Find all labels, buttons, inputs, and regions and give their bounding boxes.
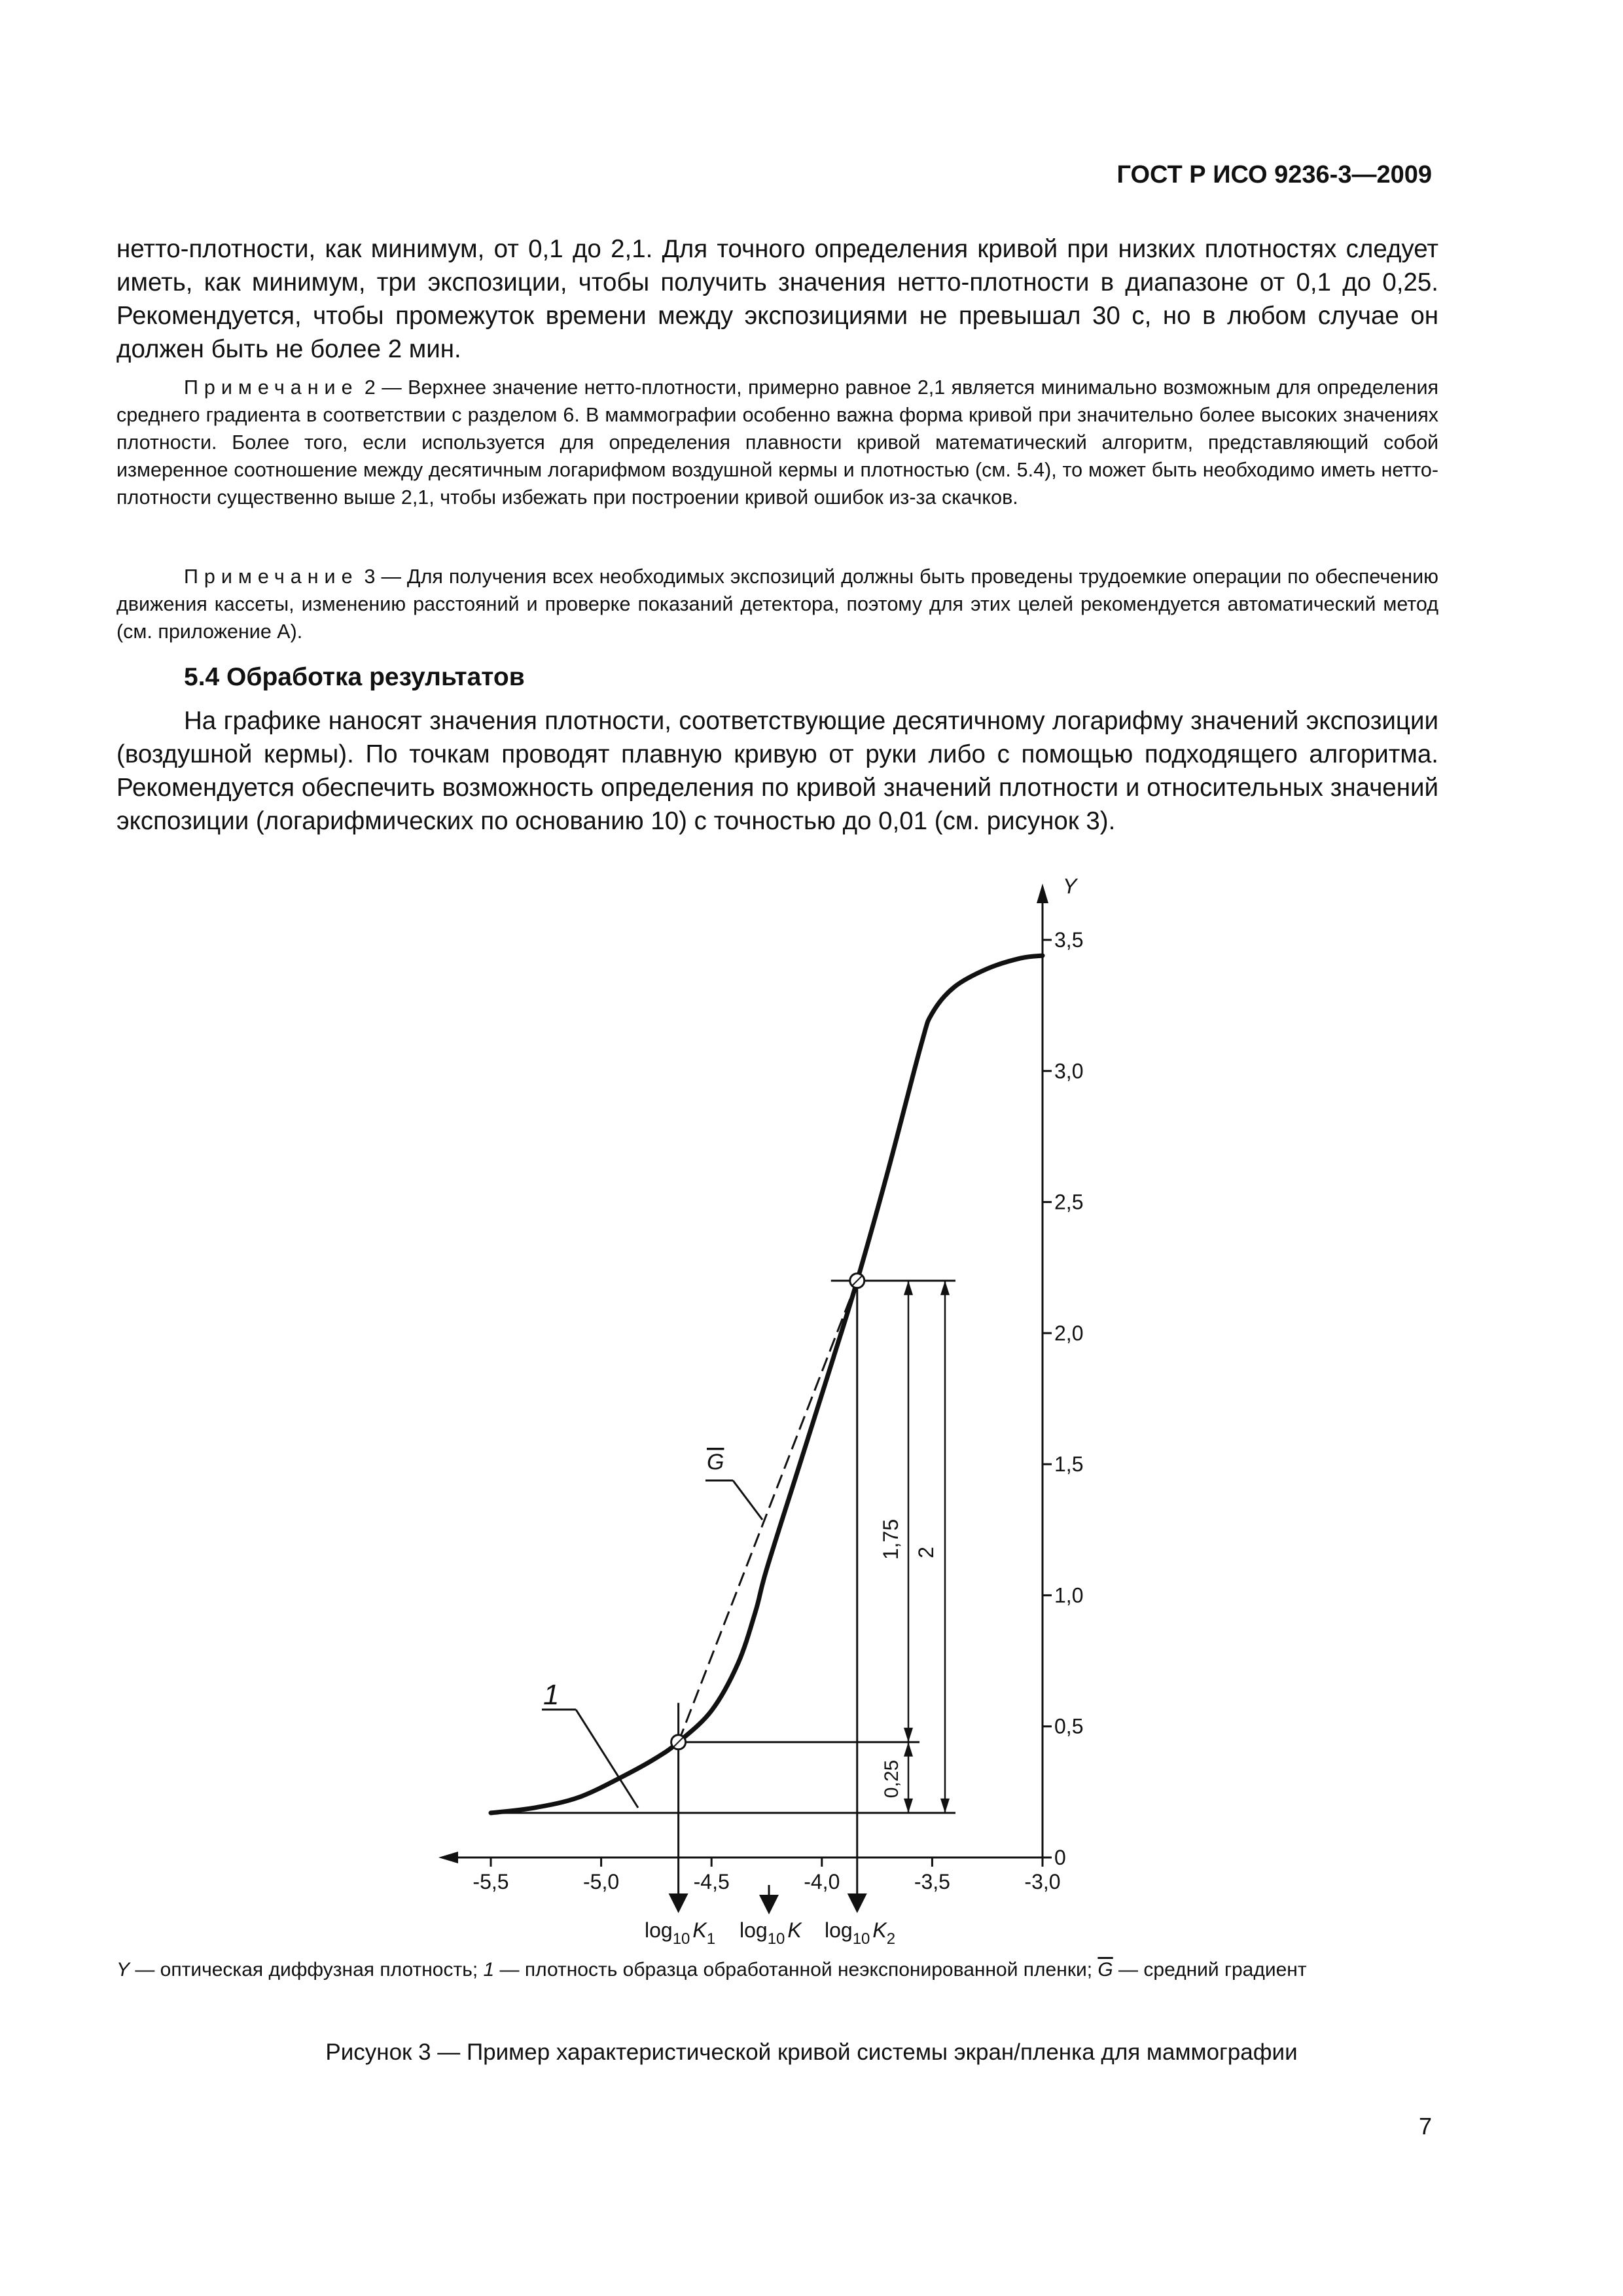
- y-tick-label: 0,5: [1054, 1714, 1084, 1738]
- dim-line-0-25-arrow-bottom: [904, 1799, 913, 1813]
- legend-G-text: — средний градиент: [1113, 1959, 1307, 1981]
- section-text: На графике наносят значения плотности, соответствующие десятичному логарифму значений экспозиции (воздушной кермы). По точкам проводят плавную кривую от руки либо с помощью подходящего алгоритма. Рекомендуется обеспечить возможность определения по кривой значений плотности и относительных значений экспозиции (логарифмических по основанию 10) с точностью до 0,01 (см. рисунок 3).: [116, 707, 1438, 835]
- x-tick-label: -4,0: [804, 1870, 840, 1893]
- legend-Y-text: — оптическая диффузная плотность;: [130, 1959, 484, 1981]
- section-title: 5.4 Обработка результатов: [184, 663, 525, 691]
- figure-caption: Рисунок 3 — Пример характеристической кривой системы экран/пленка для маммографии: [325, 2039, 1298, 2065]
- note-3-text: 3 — Для получения всех необходимых экспозиций должны быть проведены трудоемкие операции по обеспечению движения кассеты, изменению расстояний и проверке показаний детектора, поэтому для этих целей рекомендуется автоматический метод (см. приложение А).: [116, 565, 1438, 643]
- callout-G-leader: [733, 1480, 762, 1520]
- note-2-text: 2 — Верхнее значение нетто-плотности, примерно равное 2,1 является минимально возможным для определения среднего градиента в соответствии с разделом 6. В маммографии особенно важна форма кривой при значительно более высоких значениях плотности. Более того, если используется для определения плавности кривой математический алгоритм, представляющий собой измеренное соотношение между десятичным логарифмом воздушной кермы и плотностью (см. 5.4), то может быть необходимо иметь нетто-плотности существенно выше 2,1, чтобы избежать при построении кривой ошибок из-за скачков.: [116, 376, 1438, 509]
- dim-line-0-25-arrow-top: [904, 1742, 913, 1757]
- dim-label-1-75: 1,75: [879, 1518, 902, 1560]
- y-tick-label: 1,5: [1054, 1452, 1084, 1477]
- y-axis-arrow-icon: [1037, 884, 1048, 903]
- x-axis-arrow-icon: [438, 1852, 458, 1863]
- dim-line-1-75-arrow-bottom: [904, 1728, 913, 1742]
- legend-1: 1: [483, 1959, 495, 1981]
- plot-area: [491, 956, 1043, 1905]
- logK1-idx: 1: [706, 1930, 716, 1948]
- logK-sub: 10: [767, 1930, 785, 1948]
- legend-G: $\overline{G}$: [1097, 1959, 1113, 1981]
- x-tick-label: -4,5: [693, 1870, 730, 1893]
- x-tick-label: -3,0: [1024, 1870, 1061, 1893]
- logK2-var: K: [872, 1918, 887, 1942]
- y-tick-label: 3,5: [1054, 928, 1084, 952]
- dim-line-2-arrow-bottom: [940, 1799, 950, 1813]
- legend-1-text: — плотность образца обработанной неэкспонированной пленки;: [494, 1959, 1098, 1981]
- dim-line-2-arrow-top: [940, 1281, 950, 1295]
- y-axis-label: Y: [1063, 874, 1077, 898]
- y-tick-label: 2,5: [1054, 1190, 1084, 1214]
- dim-label-2: 2: [914, 1547, 938, 1558]
- standard-code: ГОСТ Р ИСО 9236-3—2009: [1116, 161, 1432, 188]
- x-tick-label: -5,5: [473, 1870, 509, 1893]
- logK2-idx: 2: [886, 1930, 896, 1948]
- x-tick-label: -3,5: [914, 1870, 950, 1893]
- y-ticks: [1043, 928, 1083, 1869]
- label-logK2: [825, 1918, 895, 1948]
- y-tick-label: 3,0: [1054, 1059, 1084, 1083]
- logK1-sub: 10: [672, 1930, 690, 1948]
- logK1-var: K: [692, 1918, 707, 1942]
- dim-label-0-25: 0,25: [881, 1759, 902, 1799]
- callout-1-label: 1: [543, 1679, 560, 1711]
- average-gradient-line: [679, 1281, 857, 1742]
- label-logK1: [645, 1918, 715, 1948]
- callout-G-label: G: [707, 1450, 724, 1475]
- label-logK: [740, 1918, 802, 1948]
- y-tick-label: 0: [1054, 1846, 1066, 1869]
- logK1-log: log: [645, 1918, 673, 1942]
- note-2-label: Примечание: [184, 376, 359, 399]
- x-tick-label: -5,0: [583, 1870, 620, 1893]
- note-3-label: Примечание: [184, 565, 359, 588]
- intro-text: нетто-плотности, как минимум, от 0,1 до 2,1. Для точного определения кривой при низких плотностях следует иметь, как минимум, три экспозиции, чтобы получить значения нетто-плотности в диапазоне от 0,1 до 0,25. Рекомендуется, чтобы промежуток времени между экспозициями не превышал 30 с, но в любом случае он должен быть не более 2 мин.: [116, 235, 1438, 363]
- page-number: 7: [1418, 2113, 1432, 2140]
- y-tick-label: 2,0: [1054, 1321, 1084, 1345]
- dim-line-1-75-arrow-top: [904, 1281, 913, 1295]
- figure-legend: [116, 1959, 1307, 1981]
- logK-log: log: [740, 1918, 768, 1942]
- legend-Y: Y: [116, 1959, 130, 1981]
- characteristic-curve-line: [491, 956, 1043, 1813]
- x-ticks: [473, 1857, 1060, 1893]
- logK2-log: log: [825, 1918, 853, 1942]
- logK-var: K: [787, 1918, 802, 1942]
- y-tick-label: 1,0: [1054, 1583, 1084, 1607]
- logK2-sub: 10: [852, 1930, 870, 1948]
